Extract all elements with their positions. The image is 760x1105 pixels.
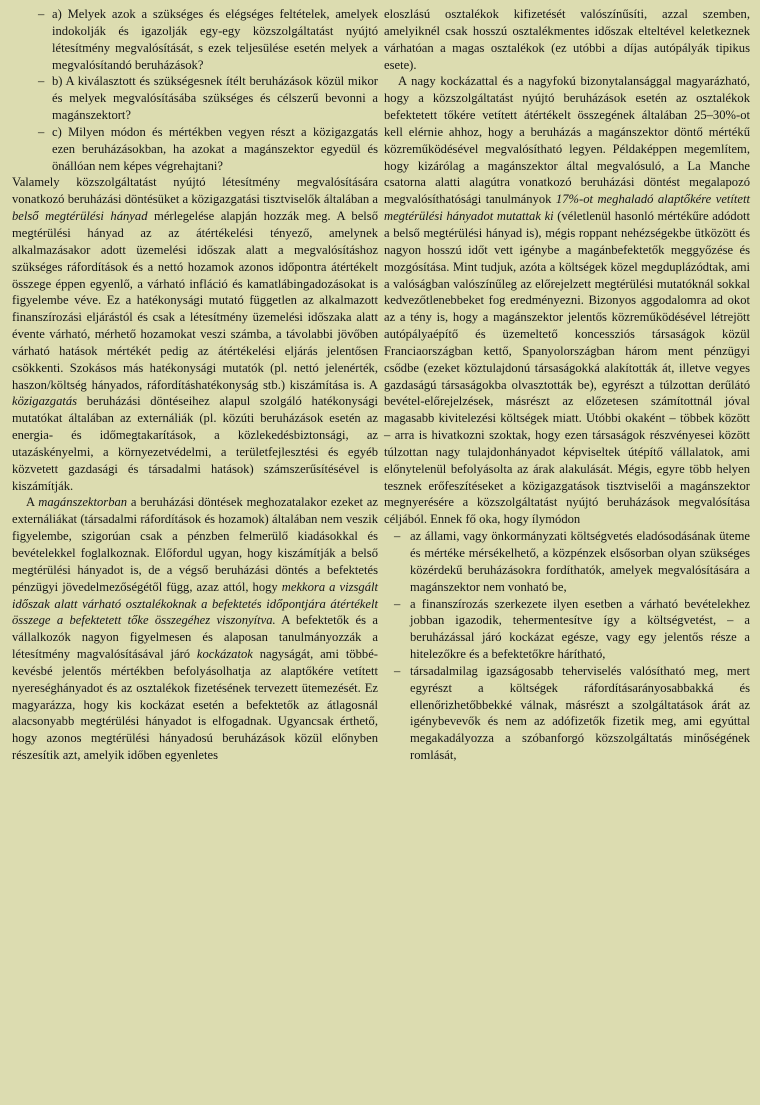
list-item: – a) Melyek azok a szükséges és elégséges feltételek, amelyek indokolják és igazolják egy-egy közszolgáltatást nyújtó létesítmény megvalósítását, s ezek teljesülése esetén melyek a megvalósítandó beruházások? — [12, 6, 378, 73]
list-item: – c) Milyen módon és mértékben vegyen részt a közigazgatás ezen beruházásokban, ha azokat a magánszektor egyedül és önállóan nem képes végrehajtani? — [12, 124, 378, 175]
left-column — [12, 6, 378, 1105]
right-column — [384, 6, 750, 1105]
list-item: – b) A kiválasztott és szükségesnek ítélt beruházások közül mikor és melyek megvalósításába szükséges és célszerű bevonni a magánszektort? — [12, 73, 378, 124]
paragraph: A magánszektorban a beruházási döntések meghozatalakor ezeket az externáliákat (társadalmi ráfordítások és hozamok) általában nem veszik figyelembe, szigorúan csak a pénzben felmerülő kiadásokkal és bevételekkel foglalkoznak. Előfordul ugyan, hogy kiszámítják a belső megtérülési hányadot is, de a végső beruházási döntés a befektetés pénzügyi jövedelmezőségétől függ, azaz attól, hogy mekkora a vizsgált időszak alatt várható osztalékoknak a befektetés időpontjára átértékelt összege a befektetett tőke összegéhez viszonyítva. A befektetők és a vállalkozók nagyon figyelmesen és alaposan tanulmányozzák a létesítmény magvalósításával járó kockázatok nagyságát, ami többé-kevésbé jelentős mértékben befolyásolhatja az alaptőkére vetített nyereséghányadot és az osztalékok fizetésének tervezett ütemezését. Ez magyarázza, hogy kis kockázat esetén a befektetők az átlagosnál alacsonyabb megtérülési hányadot is elfogadnak. Ugyancsak érthető, hogy azonos megtérülési hányadosú beruházások közül előnyben részesítik azt, amelyik időben egyenletes — [12, 495, 378, 763]
paragraph: Valamely közszolgáltatást nyújtó létesítmény megvalósítására vonatkozó beruházási döntésüket a közigazgatási tisztviselők általában a belső megtérülési hányad mérlegelése alapján hozzák meg. A belső megtérülési hányad az az átértékelési tényező, amelynek alkalmazásakor adott üzemelési időszak alatt a megvalósításhoz szükséges ráfordítások és a nettó hozamok azonos időpontra átértékelt összege éppen egyenlő, a várható infláció és kamatlábingadozásokat is figyelembe véve. Ez a hatékonysági mutató független az alkalmazott finanszírozási eljárástól és csak a létesítmény üzemelési időszaka alatt évente várható, mérhető hozamokat veszi számba, a távolabbi jövőben várható hatások mértékét pedig az átértékelési eljárás jelentősen csökkenti. Szokásos más hatékonysági mutatók (pl. nettó jelenérték, haszon/költség hányados, ráfordításhatékonyság stb.) kiszámítása is. A közigazgatás beruházási döntéseihez alapul szolgáló hatékonysági mutatókat általában az externáliák (pl. közúti beruházások esetén az energia- és időmegtakarítások, a közlekedésbiztonsági, az utazáskényelmi, a környezetvédelmi, a területfejlesztési és egyéb közvetett gazdasági és társadalmi hatások) számszerűsítésével is kiszámítják. — [12, 175, 378, 493]
benefit-list — [384, 528, 750, 764]
list-item: – a finanszírozás szerkezete ilyen esetben a várható bevételekhez jobban igazodik, tehermentesítve így a költségvetést, – a beruházással járó kockázat egésze, vagy egy jelentős része a hitelezőkre és a befektetőkre hárítható, — [384, 596, 750, 663]
paragraph: eloszlású osztalékok kifizetését valószínűsíti, azzal szemben, amelyiknél csak hosszú osztalékmentes időszak elteltével keletkeznek várhatóan a magas osztalékok (ez utóbbi a díjas autópályák tipikus esete). — [384, 7, 750, 72]
paragraph: A nagy kockázattal és a nagyfokú bizonytalansággal magyarázható, hogy a közszolgáltatást nyújtó beruházások esetén az osztalékok befektetett tőkére vetített átértékelt összegének általában 25–30%-ot kell elérnie ahhoz, hogy a beruházás a magánszektor döntő mértékű közreműködésével megvalósítható legyen. Példaképpen megemlítem, hogy kizárólag a magánszektor által megvalósuló, a La Manche csatorna alatti alagútra vonatkozó beruházási döntést megalapozó megvalósíthatósági tanulmányok 17%-ot meghaladó alaptőkére vetített megtérülési hányadot mutattak ki (véletlenül hasonló mértékűre adódott a belső megtérülési hányad is), mégis roppant nehézségekbe ütközött és nagyon hosszú időt vett igénybe a magánbefektetők meggyőzése és mozgósítása. Mint tudjuk, azóta a költségek közel megduplázódtak, ami a valóságban valószínűleg az előrejelzett megtérülési mutatóknál sokkal kedvezőtlenebbeket fog eredményezni. Bizonyos aggodalomra ad okot az a tény is, hogy a magánszektor jelentős közreműködésével létrejött autópályaépítő és üzemeltető koncessziós társaságok közül Franciaországban kettő, Spanyolországban három ment pénzügyi csődbe (ezeket köztulajdonú társaságokká alakították át, illetve vegyes gazdaságú társaságokba olvasztották be), egyrészt a túlzottan derűlátó bevétel-előrejelzések, másrészt az előzetesen számítottnál jóval magasabb kivitelezési költségek miatt. Utóbbi okaként – többek között – arra is hivatkozni szoktak, hogy ezen társaságok részvényesei között túlzottan nagy tulajdonhányadot képviseltek útépítő vállalatok, ami előnytelenül befolyásolta az árak alakulását. Mégis, egyre több helyen tesznek erőfeszítéseket a közigazgatások tisztviselői a magánszektor megnyerésére a közszolgáltatást nyújtó beruházások megvalósítása céljából. Ennek fő oka, hogy ílymódon — [384, 74, 750, 527]
list-item: – társadalmilag igazságosabb teherviselés valósítható meg, mert egyrészt a költségek ráfordításarányosabbakká és ellenőrizhetőbbekké válnak, másrészt a szolgáltatások árát az igénybevevők és nem az adófizetők fizetik meg, ami egyúttal megakadályozza a szóbanforgó közszolgáltatás minőségének romlását, — [384, 663, 750, 764]
question-list — [12, 6, 378, 174]
list-item: – az állami, vagy önkormányzati költségvetés eladósodásának üteme és mértéke mérsékelhető, a közpénzek elsősorban olyan szükséges közérdekű beruházásokra fordíthatók, amelyek megvalósítására a magánszektor nem vonható be, — [384, 528, 750, 595]
